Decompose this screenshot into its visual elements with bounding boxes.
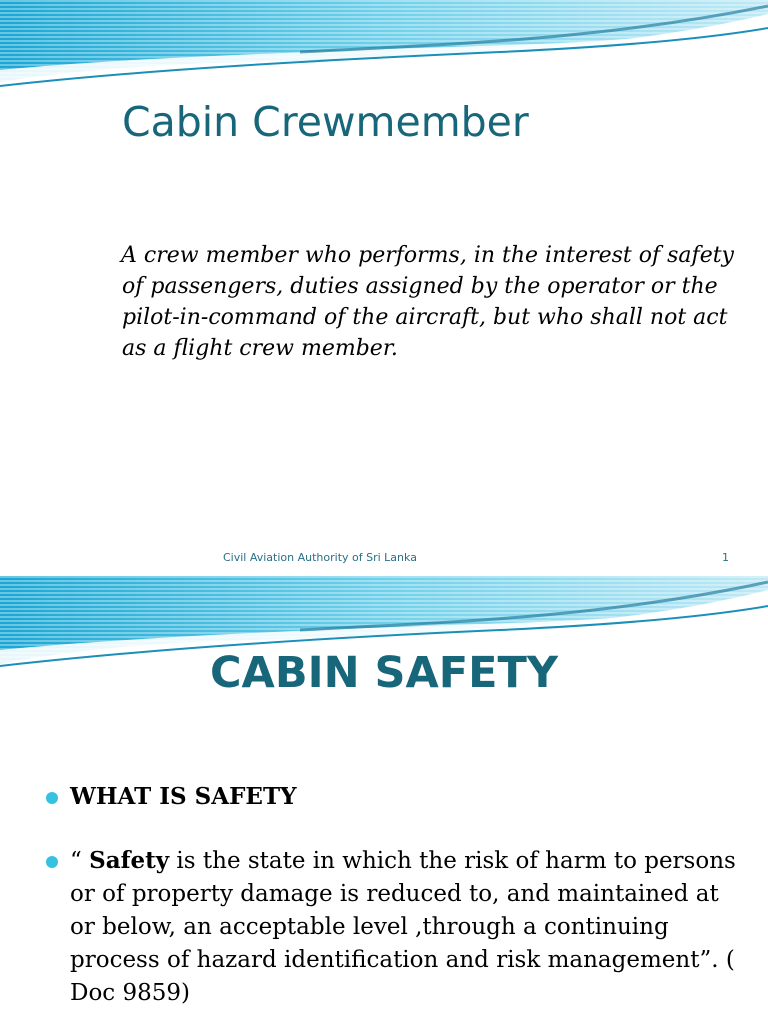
safety-term: Safety <box>89 847 170 874</box>
header-wave-decoration <box>0 0 768 90</box>
bullet-item <box>46 780 736 814</box>
page-number: 1 <box>722 551 729 564</box>
bullet-dot-icon <box>46 792 58 804</box>
definition-text: A crew member who performs, in the interest of safety of passengers, duties assigned by the operator or the pilot-in-command of the aircraft, but who shall not act as a flight crew member. <box>121 243 734 361</box>
bullet-dot-icon <box>46 856 58 868</box>
slide-footer: Civil Aviation Authority of Sri Lanka <box>223 551 417 564</box>
bullet-item <box>46 844 736 1010</box>
open-quote: “ <box>70 848 90 874</box>
bullet-heading: WHAT IS SAFETY <box>70 783 297 810</box>
slide-title: Cabin Crewmember <box>122 98 529 146</box>
safety-definition: is the state in which the risk of harm to persons or of property damage is reduced to, and maintained at or below, an acceptable level ,through a continuing process of hazard identification and risk management”. ( Doc 9859) <box>70 848 736 1006</box>
slide-2 <box>0 576 768 1024</box>
bullet-list <box>46 780 736 1010</box>
slide-title: CABIN SAFETY <box>209 648 559 698</box>
